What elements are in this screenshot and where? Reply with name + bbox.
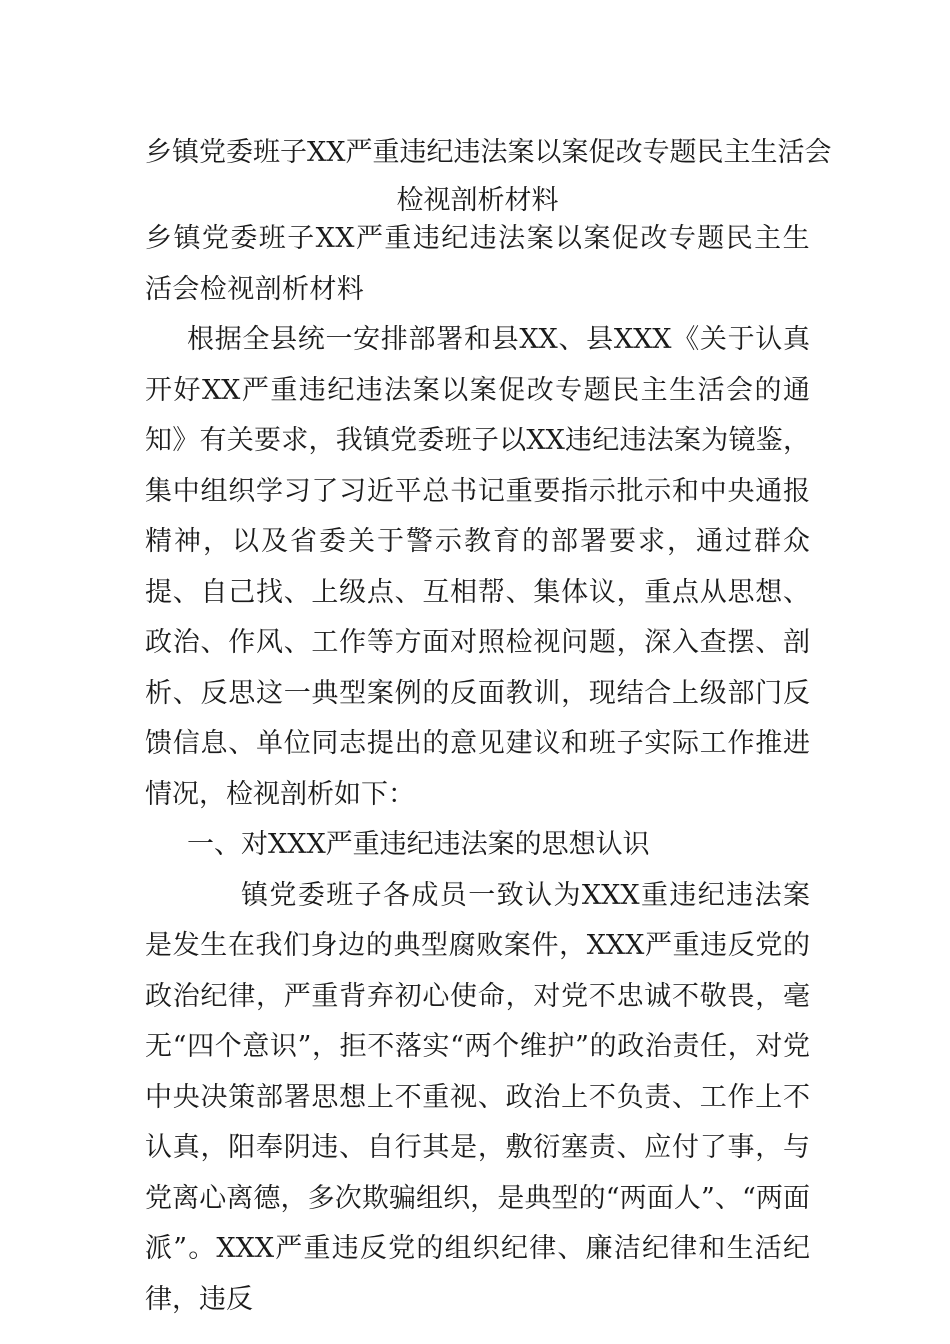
document-title-line2: 检视剖析材料 [396, 185, 559, 216]
document-subtitle: 乡镇党委班子XX严重违纪违法案以案促改专题民主生活会检视剖析材料 [145, 223, 810, 305]
document-body [145, 214, 810, 1325]
paragraph-section-1: 镇党委班子各成员一致认为XXX重违纪违法案是发生在我们身边的典型腐败案件，XXX严重违反党的政治纪律，严重背弃初心使命，对党不忠诚不敬畏，毫无“四个意识”，拒不落实“两个维护”的政治责任，对党中央决策部署思想上不重视、政治上不负责、工作上不认真，阳奉阴违、自行其是，敷衍塞责、应付了事，与党离心离德，多次欺骗组织，是典型的“两面人”、“两面派”。XXX严重违反党的组织纪律、廉洁纪律和生活纪律，违反 [145, 879, 810, 1315]
section-heading-1: 一、对XXX严重违纪违法案的思想认识 [187, 829, 650, 860]
paragraph-intro: 根据全县统一安排部署和县XX、县XXX《关于认真开好XX严重违纪违法案以案促改专题民主生活会的通知》有关要求，我镇党委班子以XX违纪违法案为镜鉴，集中组织学习了习近平总书记重要指示批示和中央通报精神，以及省委关于警示教育的部署要求，通过群众提、自己找、上级点、互相帮、集体议，重点从思想、政治、作风、工作等方面对照检视问题，深入查摆、剖析、反思这一典型案例的反面教训，现结合上级部门反馈信息、单位同志提出的意见建议和班子实际工作推进情况，检视剖析如下： [145, 324, 810, 810]
document-title-line1: 乡镇党委班子XX严重违纪违法案以案促改专题民主生活会 [145, 137, 832, 168]
